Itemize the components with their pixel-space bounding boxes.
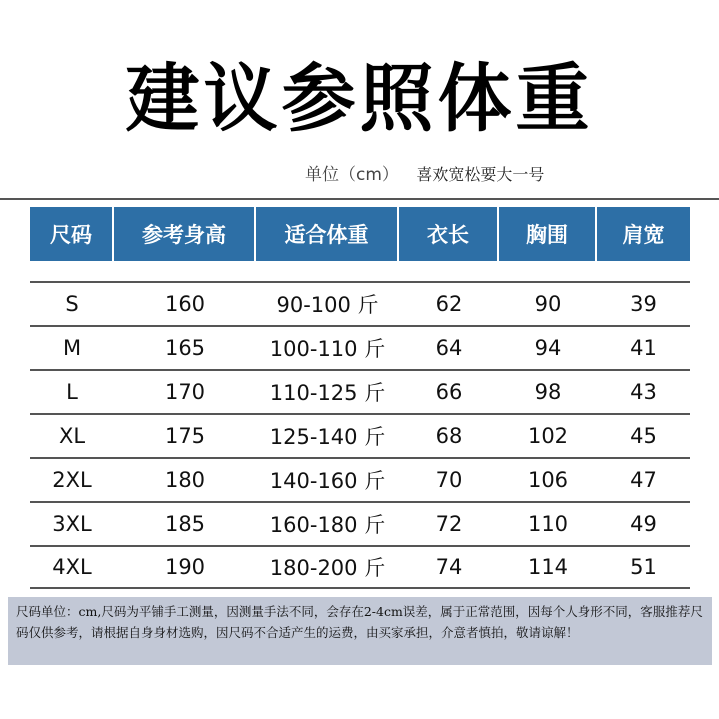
size-cell: M [62,336,82,360]
size-table-body [30,281,690,589]
unit-label: 单位（cm） [305,165,399,185]
weight-cell: 140-160 斤 [269,469,386,493]
shoulder-cell: 43 [630,380,657,404]
weight-cell: 90-100 斤 [276,293,379,317]
chest-cell: 106 [527,468,569,492]
divider-line [0,198,719,200]
length-cell: 70 [435,468,463,492]
height-cell: 175 [164,424,206,448]
header-size: 尺码 [30,207,114,261]
length-cell: 72 [435,512,463,536]
size-cell: S [65,292,79,316]
height-cell: 180 [164,468,206,492]
shoulder-cell: 47 [630,468,657,492]
size-cell: 2XL [52,468,92,492]
weight-cell: 180-200 斤 [269,556,386,580]
weight-cell: 125-140 斤 [269,425,386,449]
length-cell: 64 [435,336,463,360]
height-cell: 190 [164,555,206,579]
table-row [30,281,690,325]
table-row [30,545,690,589]
measurement-disclaimer: 尺码单位：cm,尺码为平铺手工测量，因测量手法不同，会存在2-4cm误差，属于正常范围，因每个人身形不同，客服推荐尺码仅供参考，请根据自身身材选购，因尺码不合适产生的运费，由买家承担，介意者慎拍，敬请谅解！ [8,597,712,665]
length-cell: 62 [435,292,463,316]
length-cell: 74 [435,555,463,579]
table-row [30,369,690,413]
size-cell: L [66,380,78,404]
size-cell: 3XL [52,512,92,536]
table-header [30,207,690,261]
height-cell: 170 [164,380,206,404]
chest-cell: 114 [527,555,569,579]
shoulder-cell: 49 [630,512,657,536]
weight-cell: 160-180 斤 [269,513,386,537]
chest-cell: 98 [534,380,562,404]
fit-advice: 喜欢宽松要大一号 [416,165,545,184]
length-cell: 68 [435,424,463,448]
chest-cell: 110 [527,512,569,536]
height-cell: 185 [164,512,206,536]
table-row [30,325,690,369]
chest-cell: 94 [534,336,562,360]
chest-cell: 90 [534,292,562,316]
table-row [30,501,690,545]
table-row [30,457,690,501]
header-height: 参考身高 [114,207,256,261]
shoulder-cell: 45 [630,424,657,448]
shoulder-cell: 51 [630,555,657,579]
header-shoulder: 肩宽 [622,223,665,247]
height-cell: 165 [164,336,206,360]
shoulder-cell: 39 [630,292,657,316]
table-row [30,413,690,457]
header-length: 衣长 [399,207,499,261]
shoulder-cell: 41 [630,336,657,360]
header-chest: 胸围 [499,207,597,261]
length-cell: 66 [435,380,463,404]
unit-note-line [305,160,544,185]
height-cell: 160 [164,292,206,316]
weight-cell: 100-110 斤 [269,337,386,361]
weight-cell: 110-125 斤 [269,381,386,405]
page-title: 建议参照体重 [125,56,594,142]
chest-cell: 102 [527,424,569,448]
size-cell: XL [58,424,86,448]
header-weight: 适合体重 [256,207,399,261]
size-cell: 4XL [52,555,92,579]
